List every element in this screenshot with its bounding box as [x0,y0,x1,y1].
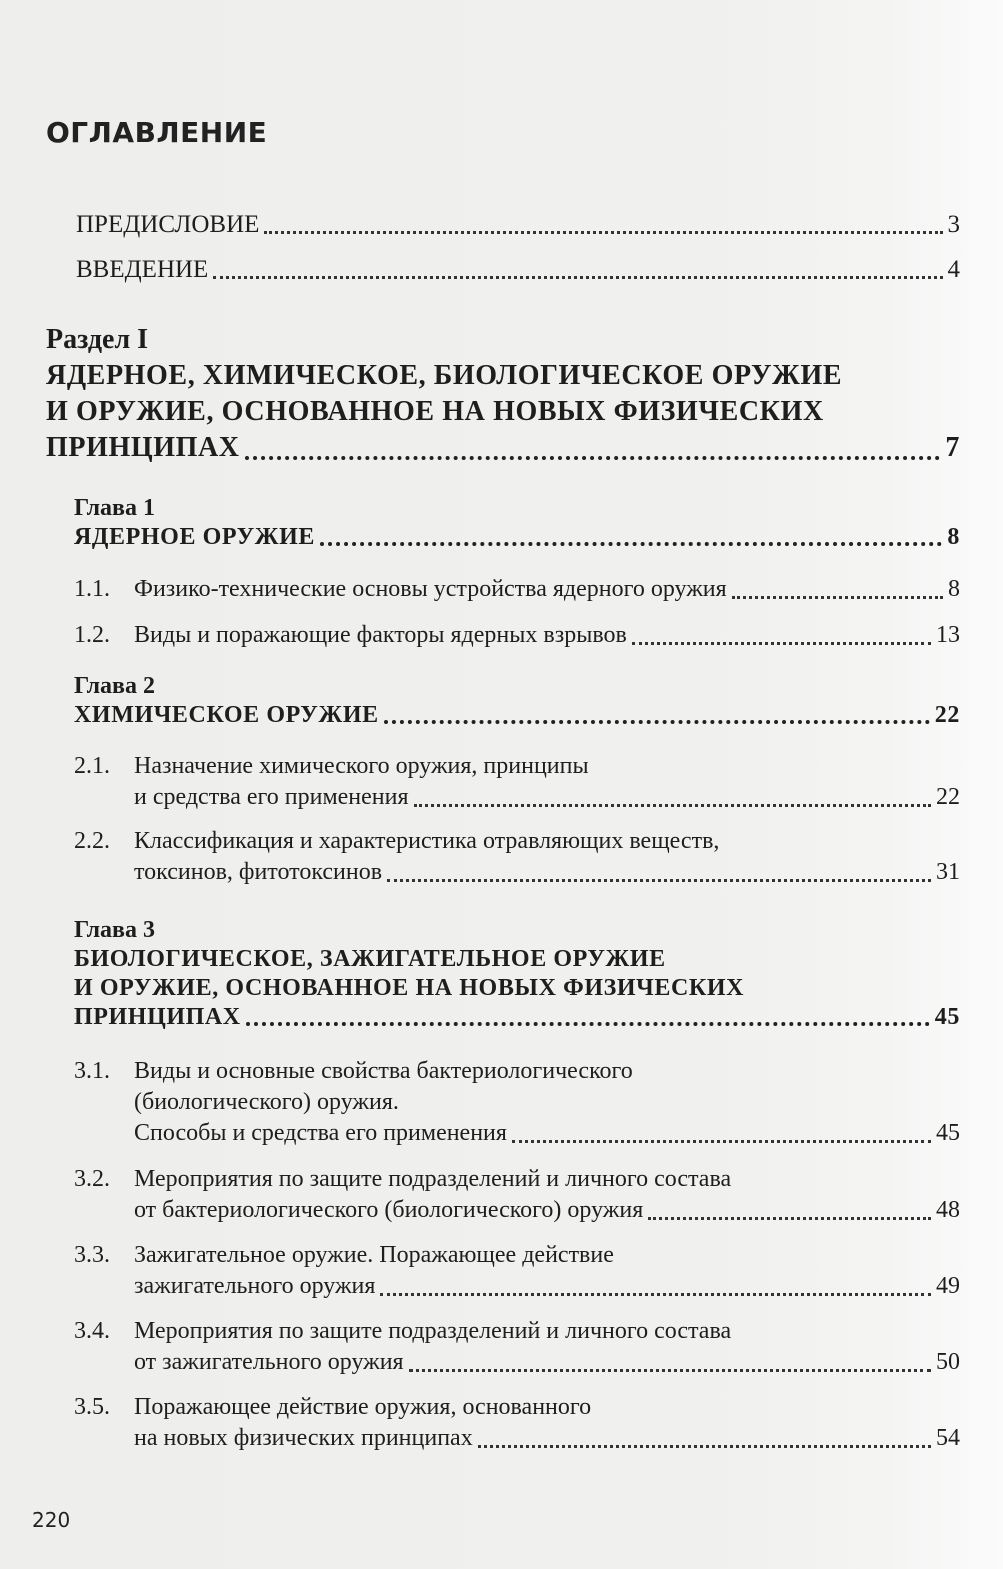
entry-page: 22 [936,784,960,810]
dot-leader [320,542,942,546]
dot-leader [409,1369,931,1372]
item-number: 3.2. [74,1166,110,1192]
item-title-line: зажигательного оружия [134,1273,376,1299]
chapter-label: Глава 3 [74,917,155,943]
item-title-line: Зажигательное оружие. Поражающее действие [134,1242,614,1268]
toc-item-1-2[interactable] [74,620,960,651]
toc-item-3-5[interactable] [74,1392,960,1454]
toc-heading: ОГЛАВЛЕНИЕ [46,116,268,149]
item-number: 3.5. [74,1394,110,1420]
item-number: 1.1. [74,576,110,602]
section-title-line: ЯДЕРНОЕ, ХИМИЧЕСКОЕ, БИОЛОГИЧЕСКОЕ ОРУЖИЕ [46,360,843,391]
entry-page: 45 [934,1004,960,1030]
dot-leader [648,1217,931,1220]
item-number: 2.1. [74,753,110,779]
chapter-label: Глава 1 [74,495,155,521]
dot-leader [478,1445,931,1448]
item-title-line: Мероприятия по защите подразделений и личного состава [134,1166,732,1192]
entry-page: 49 [936,1273,960,1299]
entry-page: 22 [934,702,960,728]
entry-title: ВВЕДЕНИЕ [76,256,209,283]
entry-page: 4 [947,256,960,283]
section-title-line: И ОРУЖИЕ, ОСНОВАННОЕ НА НОВЫХ ФИЗИЧЕСКИХ [46,396,824,427]
item-title-line: Поражающее действие оружия, основанного [134,1394,592,1420]
entry-page: 7 [945,432,960,463]
chapter-2-heading[interactable] [74,672,960,730]
dot-leader [387,879,931,882]
item-title-line: Классификация и характеристика отравляющих веществ, [134,828,720,854]
item-title-line: (биологического) оружия. [134,1089,399,1115]
item-number: 3.4. [74,1318,110,1344]
entry-title: ПРЕДИСЛОВИЕ [76,211,260,238]
toc-item-3-2[interactable] [74,1164,960,1226]
item-title-line: Способы и средства его применения [134,1120,507,1146]
chapter-1-heading[interactable] [74,494,960,552]
chapter-3-heading[interactable] [74,916,960,1032]
dot-leader [632,642,931,645]
toc-item-2-2[interactable] [74,826,960,888]
item-number: 3.3. [74,1242,110,1268]
dot-leader [384,720,930,724]
section-label: Раздел I [46,324,149,355]
entry-page: 45 [936,1120,960,1146]
item-title-line: Виды и поражающие факторы ядерных взрывов [134,622,627,648]
item-number: 2.2. [74,828,110,854]
dot-leader [732,596,943,599]
item-number: 1.2. [74,622,110,648]
item-title-line: от бактериологического (биологического) оружия [134,1197,644,1223]
entry-page: 54 [936,1425,960,1451]
dot-leader [512,1140,931,1143]
page-number: 220 [32,1508,71,1532]
toc-item-3-4[interactable] [74,1316,960,1378]
toc-entry-introduction[interactable] [76,255,960,285]
dot-leader [264,231,942,234]
item-title-line: токсинов, фитотоксинов [134,859,383,885]
dot-leader [380,1293,931,1296]
item-title-line: Физико-технические основы устройства ядерного оружия [134,576,727,602]
entry-page: 13 [936,622,960,648]
chapter-label: Глава 2 [74,673,155,699]
entry-page: 3 [947,211,960,238]
entry-page: 8 [947,524,960,550]
item-title-line: Назначение химического оружия, принципы [134,753,589,779]
item-title-line: Мероприятия по защите подразделений и личного состава [134,1318,732,1344]
dot-leader [245,456,941,460]
entry-page: 48 [936,1197,960,1223]
entry-page: 31 [936,859,960,885]
toc-item-2-1[interactable] [74,751,960,813]
item-number: 3.1. [74,1058,110,1084]
item-title-line: от зажигательного оружия [134,1349,404,1375]
item-title-line: и средства его применения [134,784,409,810]
item-title-line: Виды и основные свойства бактериологического [134,1058,633,1084]
entry-page: 50 [936,1349,960,1375]
dot-leader [246,1022,930,1026]
chapter-title-line: И ОРУЖИЕ, ОСНОВАННОЕ НА НОВЫХ ФИЗИЧЕСКИХ [74,975,745,1001]
section-title-line: ПРИНЦИПАХ [46,432,240,463]
chapter-title-line: ЯДЕРНОЕ ОРУЖИЕ [74,524,316,550]
chapter-title-line: ПРИНЦИПАХ [74,1004,241,1030]
entry-page: 8 [948,576,960,602]
dot-leader [213,276,942,279]
section-heading[interactable] [46,322,960,466]
chapter-title-line: ХИМИЧЕСКОЕ ОРУЖИЕ [74,702,379,728]
toc-item-3-3[interactable] [74,1240,960,1302]
dot-leader [414,804,932,807]
item-title-line: на новых физических принципах [134,1425,473,1451]
chapter-title-line: БИОЛОГИЧЕСКОЕ, ЗАЖИГАТЕЛЬНОЕ ОРУЖИЕ [74,946,666,972]
toc-entry-preface[interactable] [76,210,960,240]
toc-item-1-1[interactable] [74,574,960,605]
toc-item-3-1[interactable] [74,1056,960,1149]
